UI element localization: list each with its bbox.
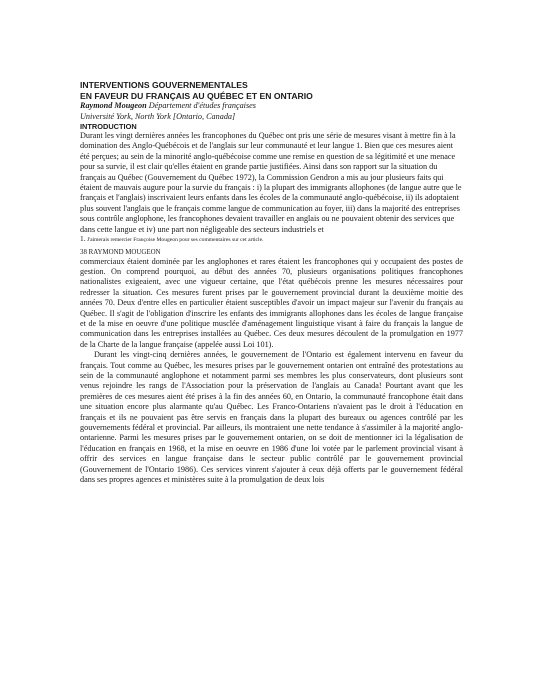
author-line <box>80 101 463 112</box>
article-title-line-1: INTERVENTIONS GOUVERNEMENTALES <box>80 80 248 90</box>
author-department: Département d'études françaises <box>146 101 256 110</box>
author-affiliation: Université York, North York [Ontario, Canada] <box>80 111 236 121</box>
author-name: Raymond Mougeon <box>80 101 147 110</box>
section-heading: INTRODUCTION <box>80 122 137 131</box>
footnote-number: 1. <box>80 234 86 244</box>
footnote-text: J'aimerais remercier Françoise Mougeon pour ses commentaires sur cet article. <box>85 237 264 244</box>
footnote <box>80 235 463 245</box>
running-header: 38 RAYMOND MOUGEON <box>80 248 161 256</box>
article-title-line-2: EN FAVEUR DU FRANÇAIS AU QUÉBEC ET EN ONTARIO <box>80 90 313 101</box>
body-paragraph-2: Durant les vingt-cinq dernières années, le gouvernement de l'Ontario est également intervenu en faveur du français. Tout comme au Québec, les mesures prises par le gouvernement ontarien ont entraîné des protestations au sein de la communauté anglophone et notamment parmi ses membres les plus conservateurs, dont plusieurs sont venus rejoindre les rangs de l'Association pour la préservation de l'anglais au Canada! Pourtant avant que les premières de ces mesures aient été prises à la fin des années 60, en Ontario, la communauté francophone était dans une situation encore plus alarmante qu'au Québec. Les Franco-Ontariens n'avaient pas le droit à l'éducation en français et ils ne pouvaient pas être servis en français dans la plupart des bureaux ou agences contrôlé par les gouvernements fédéral et provincial. Par ailleurs, ils montraient une nette tendance à s'assimiler à la majorité anglo-ontarienne. Parmi les mesures prises par le gouvernement ontarien, on se doit de mentionner ici la légalisation de l'éducation en français en 1968, et la mise en oeuvre en 1986 d'une loi votée par le parlement provincial visant à offrir des services en langue française dans le secteur public contrôlé par le gouvernement provincial (Gouvernement de l'Ontario 1986). Ces services vinrent s'ajouter à ceux déjà offerts par le gouvernement fédéral dans ses propres agences et ministères suite à la promulgation de deux lois <box>80 350 463 485</box>
document-page <box>80 80 463 486</box>
body-paragraph-1: commerciaux étaient dominée par les anglophones et rares étaient les francophones qui y occupaient des postes de gestion. On comprend pourquoi, au début des années 70, plusieurs organisations politiques francophones nationalistes exigeaient, avec une vigueur certaine, que l'état québécois prenne les mesures nécessaires pour redresser la situation. Ces mesures furent prises par le gouvernement provincial durant la deuxième moitie des années 70. Deux d'entre elles en particulier étaient susceptibles d'avoir un impact majeur sur l'avenir du français au Québec. Il s'agit de l'obligation d'inscrire les enfants des immigrants allophones dans les écoles de langue française et de la mise en oeuvre d'une politique musclée d'aménagement linguistique visant à faire du français la langue de communication dans les entreprises installées au Québec. Ces deux mesures découlent de la promulgation en 1977 de la Charte de la langue française (appelée aussi Loi 101). <box>80 256 463 349</box>
intro-paragraph: Durant les vingt dernières années les francophones du Québec ont pris une série de mesures visant à mettre fin à la domination des Anglo-Québécois et de l'anglais sur leur communauté et leur langue 1. Bien que ces mesures aient été perçues; au sein de la minorité anglo-québécoise comme une remise en question de sa légitimité et une menace pour sa survie, il est clair qu'elles étaient en grande partie justifiées. Ainsi dans son rapport sur la situation du français au Québec (Gouvernement du Québec 1972), la Commission Gendron a mis au jour plusieurs faits qui étaient de mauvais augure pour la survie du français : i) la plupart des immigrants allophones (de langue autre que le français et l'anglais) inscrivaient leurs enfants dans les écoles de la communauté anglo-québécoise, ii) ils adoptaient plus souvent l'anglais que le français comme langue de communication au foyer, iii) dans la majorité des entreprises sous contrôle anglophone, les francophones devaient travailler en anglais ou ne pouvaient obtenir des services que dans cette langue et iv) une part non négligeable des secteurs industriels et <box>80 131 462 234</box>
